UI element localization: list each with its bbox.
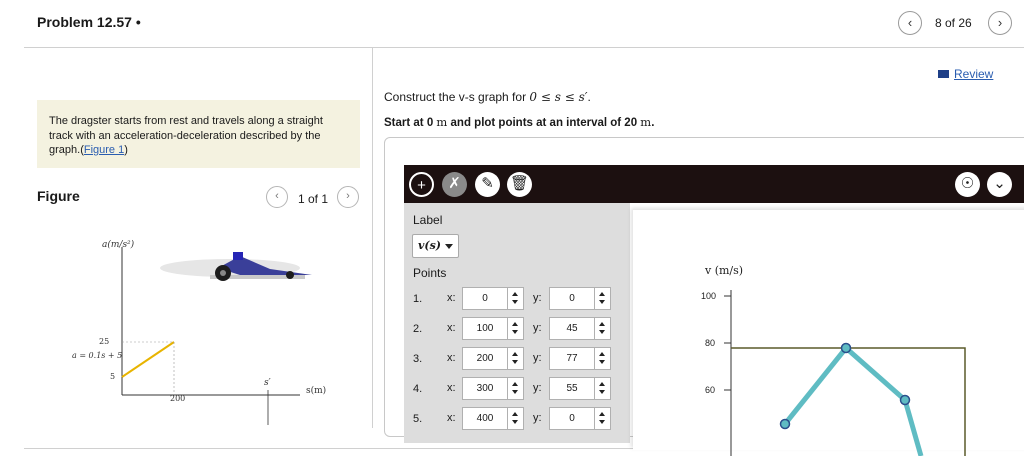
figure-next-button[interactable] [337, 186, 359, 208]
guide-box [731, 348, 965, 456]
tick-sprime: s′ [264, 378, 271, 388]
point-row: 5. x: 400 y: 0 [412, 407, 622, 431]
figure-heading: Figure [37, 188, 80, 204]
column-divider [372, 48, 373, 428]
x-stepper[interactable] [507, 288, 523, 309]
figure-x-label: s(m) [306, 386, 327, 396]
curve-segment [905, 400, 921, 456]
figure-counter: 1 of 1 [298, 192, 329, 206]
figure-prev-button[interactable] [266, 186, 288, 208]
review-link[interactable]: Review [938, 67, 993, 81]
chevron-right-icon: › [346, 190, 350, 202]
graph-tick-100: 100 [701, 291, 717, 301]
points-heading: Points [413, 266, 447, 280]
dragster-image [160, 252, 312, 281]
y-stepper[interactable] [594, 288, 610, 309]
header-divider [24, 47, 1024, 48]
y-stepper[interactable] [594, 408, 610, 429]
curve-segment [846, 348, 905, 400]
caret-down-icon [445, 244, 453, 249]
y-input[interactable]: 55 [549, 377, 611, 400]
acceleration-line [122, 342, 174, 377]
graph-tick-60: 60 [705, 385, 716, 395]
x-input[interactable]: 0 [462, 287, 524, 310]
options-dropdown-button[interactable] [987, 172, 1012, 197]
y-input[interactable]: 0 [549, 287, 611, 310]
figure-y-label: a(m/s²) [102, 240, 135, 250]
x-input[interactable]: 400 [462, 407, 524, 430]
graph-point[interactable] [781, 420, 790, 429]
y-stepper[interactable] [594, 318, 610, 339]
trash-button[interactable] [507, 172, 532, 197]
delete-point-button[interactable] [442, 172, 467, 197]
figure-link[interactable]: Figure 1 [83, 144, 125, 156]
tick-200: 200 [170, 394, 186, 403]
instruction-construct: Construct the v-s graph for 0 ≤ s ≤ s′. [384, 90, 591, 104]
y-stepper[interactable] [594, 378, 610, 399]
add-point-button[interactable] [409, 172, 434, 197]
plus-icon: + [417, 177, 426, 194]
label-select[interactable]: v(s) [412, 234, 459, 258]
acceleration-figure [40, 225, 340, 430]
delete-point-icon: ✗ [448, 175, 461, 192]
point-row: 3. x: 200 y: 77 [412, 347, 622, 371]
edit-icon: ✎ [481, 175, 494, 192]
y-input[interactable]: 77 [549, 347, 611, 370]
point-row: 4. x: 300 y: 55 [412, 377, 622, 401]
curve-segment [785, 348, 846, 424]
label-heading: Label [413, 213, 443, 227]
trash-icon: 🗑 [509, 175, 530, 192]
y-input[interactable]: 0 [549, 407, 611, 430]
x-stepper[interactable] [507, 378, 523, 399]
instruction-interval: Start at 0 m and plot points at an interval of 20 m. [384, 115, 655, 129]
book-icon [938, 70, 949, 78]
tick-5: 5 [110, 372, 116, 381]
y-input[interactable]: 45 [549, 317, 611, 340]
x-stepper[interactable] [507, 348, 523, 369]
equation-label: a = 0.1s + 5 [72, 351, 123, 360]
point-row: 1. x: 0 y: 0 [412, 287, 622, 311]
page-title: Problem 12.57 • [37, 14, 141, 30]
x-stepper[interactable] [507, 318, 523, 339]
next-problem-button[interactable] [988, 11, 1012, 35]
hint-button[interactable] [955, 172, 980, 197]
chevron-left-icon: ‹ [275, 190, 279, 202]
problem-counter: 8 of 26 [935, 16, 972, 30]
lightbulb-icon: ☉ [960, 175, 975, 192]
tick-25: 25 [99, 337, 110, 346]
x-input[interactable]: 200 [462, 347, 524, 370]
previous-problem-button[interactable] [898, 11, 922, 35]
x-input[interactable]: 300 [462, 377, 524, 400]
chevron-left-icon: ‹ [907, 15, 913, 30]
graph-point[interactable] [842, 344, 851, 353]
edit-point-button[interactable] [475, 172, 500, 197]
graph-tick-80: 80 [705, 338, 716, 348]
chevron-down-icon: ⌄ [993, 175, 1006, 192]
vs-graph[interactable] [633, 210, 1024, 456]
point-row: 2. x: 100 y: 45 [412, 317, 622, 341]
x-stepper[interactable] [507, 408, 523, 429]
top-bar [0, 0, 1024, 48]
chevron-right-icon: › [997, 15, 1003, 30]
graph-point[interactable] [901, 396, 910, 405]
y-stepper[interactable] [594, 348, 610, 369]
graph-y-label: v (m/s) [705, 264, 744, 277]
x-input[interactable]: 100 [462, 317, 524, 340]
problem-statement: The dragster starts from rest and travels along a straight track with an acceleration-deceleration described by the graph.(Figure 1) [37, 100, 360, 168]
